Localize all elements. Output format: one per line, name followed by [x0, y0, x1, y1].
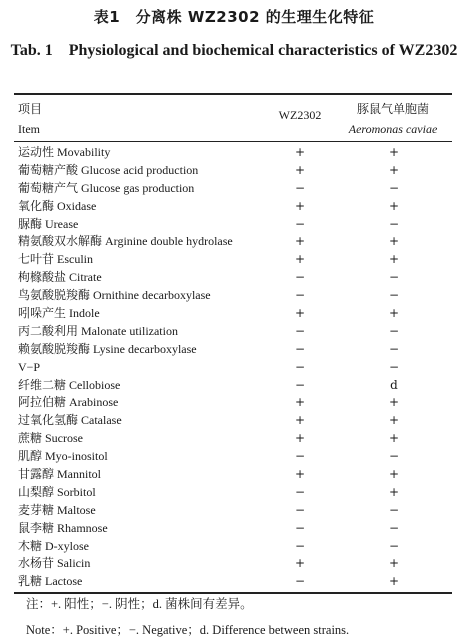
row-wz2302-result: − [294, 538, 306, 553]
row-wz2302-result: − [294, 288, 306, 303]
row-item-name: V−P [18, 359, 41, 374]
row-wz2302-result: + [294, 395, 306, 410]
row-item-name: 葡萄糖产气 Glucose gas production [18, 180, 195, 195]
header-aeromonas-en: Aeromonas caviae [348, 122, 438, 136]
table-row [0, 323, 468, 341]
row-aeromonas-result: + [388, 162, 400, 177]
row-item-name: 水杨苷 Salicin [18, 556, 91, 571]
row-wz2302-result: + [294, 556, 306, 571]
row-aeromonas-result: + [388, 198, 400, 213]
table-row [0, 484, 468, 502]
note-cn: 注：+. 阳性；−. 阴性；d. 菌株间有差异。 [26, 597, 253, 611]
table-row [0, 430, 468, 448]
header-aeromonas [338, 99, 448, 139]
table-row [0, 466, 468, 484]
row-item-name: 枸橼酸盐 Citrate [18, 270, 102, 285]
row-item-name: 丙二酸利用 Malonate utilization [18, 323, 178, 338]
row-aeromonas-result: − [388, 449, 400, 464]
row-item-name: 七叶苷 Esculin [18, 252, 93, 267]
row-item-name: 脲酶 Urease [18, 216, 79, 231]
table-row [0, 377, 468, 395]
row-item-name: 麦芽糖 Maltose [18, 502, 96, 517]
table-row [0, 341, 468, 359]
row-item-name: 吲哚产生 Indole [18, 306, 100, 321]
row-aeromonas-result: − [388, 538, 400, 553]
row-wz2302-result: − [294, 216, 306, 231]
row-aeromonas-result: + [388, 574, 400, 589]
table-row [0, 216, 468, 234]
row-item-name: 蔗糖 Sucrose [18, 431, 83, 446]
table-row [0, 251, 468, 269]
row-wz2302-result: − [294, 520, 306, 535]
row-aeromonas-result: + [388, 431, 400, 446]
row-item-name: 山梨醇 Sorbitol [18, 484, 96, 499]
row-item-name: 肌醇 Myo-inositol [18, 449, 108, 464]
row-wz2302-result: − [294, 341, 306, 356]
row-aeromonas-result: + [388, 145, 400, 159]
row-wz2302-result: + [294, 198, 306, 213]
table-row [0, 144, 468, 162]
row-aeromonas-result: − [388, 502, 400, 517]
row-aeromonas-result: − [388, 323, 400, 338]
row-aeromonas-result: − [388, 520, 400, 535]
row-wz2302-result: + [294, 234, 306, 249]
row-wz2302-result: − [294, 270, 306, 285]
row-aeromonas-result: − [388, 288, 400, 303]
row-wz2302-result: + [294, 306, 306, 321]
row-wz2302-result: − [294, 180, 306, 195]
row-aeromonas-result: − [388, 180, 400, 195]
table-row [0, 502, 468, 520]
table-row [0, 394, 468, 412]
row-wz2302-result: − [294, 574, 306, 589]
row-item-name: 乳糖 Lactose [18, 574, 83, 589]
table-row [0, 520, 468, 538]
header-item [18, 99, 42, 139]
row-aeromonas-result: + [388, 484, 400, 499]
table-row [0, 412, 468, 430]
row-wz2302-result: − [294, 484, 306, 499]
row-item-name: 赖氨酸脱羧酶 Lysine decarboxylase [18, 341, 197, 356]
row-wz2302-result: + [294, 413, 306, 428]
table-row [0, 305, 468, 323]
row-wz2302-result: − [294, 377, 306, 392]
table-row [0, 233, 468, 251]
table-title-en: Tab. 1 Physiological and biochemical characteristics of WZ2302 [10, 42, 458, 59]
row-item-name: 过氧化氢酶 Catalase [18, 413, 122, 428]
table-body [0, 144, 468, 591]
table-row [0, 573, 468, 591]
row-wz2302-result: − [294, 502, 306, 517]
row-wz2302-result: + [294, 162, 306, 177]
row-item-name: 运动性 Movability [18, 145, 111, 159]
top-rule [14, 93, 452, 95]
table-row [0, 269, 468, 287]
row-aeromonas-result: − [388, 359, 400, 374]
row-aeromonas-result: + [388, 413, 400, 428]
note-en: Note：+. Positive；−. Negative；d. Difference between strains. [26, 623, 350, 637]
row-aeromonas-result: + [388, 252, 400, 267]
table-row [0, 359, 468, 377]
row-wz2302-result: + [294, 467, 306, 482]
row-wz2302-result: + [294, 431, 306, 446]
row-item-name: 精氨酸双水解酶 Arginine double hydrolase [18, 234, 233, 249]
row-item-name: 甘露醇 Mannitol [18, 467, 101, 482]
row-wz2302-result: − [294, 323, 306, 338]
row-item-name: 木糖 D-xylose [18, 538, 89, 553]
row-wz2302-result: − [294, 359, 306, 374]
row-item-name: 鼠李糖 Rhamnose [18, 520, 108, 535]
row-item-name: 葡萄糖产酸 Glucose acid production [18, 162, 199, 177]
row-wz2302-result: − [294, 449, 306, 464]
header-item-en: Item [18, 122, 40, 136]
row-aeromonas-result: + [388, 556, 400, 571]
table-row [0, 538, 468, 556]
table-title-cn: 表1 分离株 WZ2302 的生理生化特征 [93, 8, 375, 26]
table-row [0, 555, 468, 573]
header-wz2302: WZ2302 [278, 108, 322, 122]
header-aeromonas-cn: 豚鼠气单胞菌 [356, 102, 429, 116]
row-aeromonas-result: + [388, 234, 400, 249]
table-row [0, 287, 468, 305]
row-aeromonas-result: + [388, 395, 400, 410]
row-aeromonas-result: + [388, 306, 400, 321]
row-item-name: 氧化酶 Oxidase [18, 198, 97, 213]
table-row [0, 198, 468, 216]
row-aeromonas-result: + [388, 467, 400, 482]
row-item-name: 阿拉伯糖 Arabinose [18, 395, 119, 410]
table-row [0, 180, 468, 198]
row-aeromonas-result: − [388, 341, 400, 356]
row-wz2302-result: + [294, 145, 306, 159]
table-row [0, 448, 468, 466]
table-row [0, 162, 468, 180]
row-item-name: 鸟氨酸脱羧酶 Ornithine decarboxylase [18, 288, 211, 303]
row-aeromonas-result: − [388, 216, 400, 231]
row-aeromonas-result: − [388, 270, 400, 285]
row-item-name: 纤维二糖 Cellobiose [18, 377, 121, 392]
header-rule [14, 141, 452, 142]
header-item-cn: 项目 [18, 102, 43, 116]
row-wz2302-result: + [294, 252, 306, 267]
row-aeromonas-result: d [390, 377, 398, 392]
